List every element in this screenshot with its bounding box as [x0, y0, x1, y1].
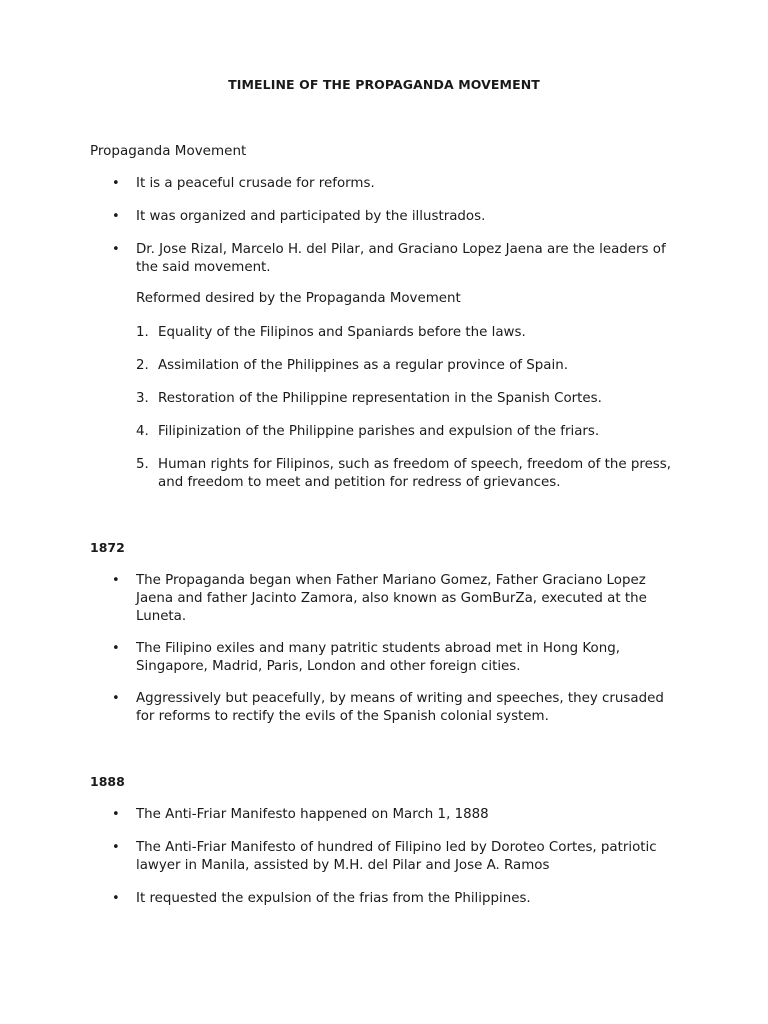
bullet-icon: • [112, 641, 120, 656]
list-item [112, 208, 672, 226]
bullet-icon: • [112, 176, 120, 191]
list-item-text: It was organized and participated by the illustrados. [136, 209, 486, 224]
item-number: 1. [136, 325, 149, 340]
item-text: Filipinization of the Philippine parishes and expulsion of the friars. [158, 424, 600, 439]
bullet-icon: • [112, 242, 120, 257]
item-number: 2. [136, 358, 149, 373]
list-item [112, 690, 672, 726]
bullet-icon: • [112, 209, 120, 224]
list-item [112, 839, 672, 875]
list-item [112, 175, 672, 193]
item-number: 3. [136, 391, 149, 406]
item-number: 5. [136, 457, 149, 472]
list-item-text: It is a peaceful crusade for reforms. [136, 176, 375, 191]
item-text: Human rights for Filipinos, such as freedom of speech, freedom of the press, and freedom to meet and petition for redress of grievances. [158, 457, 672, 490]
bullet-icon: • [112, 691, 120, 706]
list-item-text: The Propaganda began when Father Mariano Gomez, Father Graciano Lopez Jaena and father Jacinto Zamora, also known as GomBurZa, executed at the Luneta. [136, 573, 647, 624]
bullet-icon: • [112, 807, 120, 822]
list-item-text: The Anti-Friar Manifesto happened on March 1, 1888 [136, 807, 489, 822]
list-item-text: It requested the expulsion of the frias from the Philippines. [136, 891, 531, 906]
list-item-text: The Anti-Friar Manifesto of hundred of Filipino led by Doroteo Cortes, patriotic lawyer in Manila, assisted by M.H. del Pilar and Jose A. Ramos [136, 840, 657, 873]
list-item [112, 640, 672, 676]
item-text: Equality of the Filipinos and Spaniards before the laws. [158, 325, 526, 340]
year-heading-1888: 1888 [90, 774, 125, 789]
list-item [112, 241, 672, 277]
numbered-item [136, 390, 676, 408]
page-title: TIMELINE OF THE PROPAGANDA MOVEMENT [228, 77, 540, 92]
numbered-item [136, 423, 676, 441]
year-heading-1872: 1872 [90, 540, 125, 555]
list-item-text: Dr. Jose Rizal, Marcelo H. del Pilar, and Graciano Lopez Jaena are the leaders of the said movement. [136, 242, 666, 275]
numbered-item [136, 357, 676, 375]
section-heading: Propaganda Movement [90, 143, 247, 159]
item-text: Restoration of the Philippine representation in the Spanish Cortes. [158, 391, 602, 406]
numbered-item [136, 324, 676, 342]
list-item [112, 890, 672, 908]
reforms-heading: Reformed desired by the Propaganda Movement [136, 291, 461, 306]
list-item [112, 806, 672, 824]
list-item [112, 572, 672, 626]
bullet-icon: • [112, 891, 120, 906]
bullet-icon: • [112, 840, 120, 855]
bullet-icon: • [112, 573, 120, 588]
numbered-item [136, 456, 676, 492]
item-text: Assimilation of the Philippines as a regular province of Spain. [158, 358, 568, 373]
list-item-text: The Filipino exiles and many patritic students abroad met in Hong Kong, Singapore, Madrid, Paris, London and other foreign cities. [136, 641, 620, 674]
item-number: 4. [136, 424, 149, 439]
list-item-text: Aggressively but peacefully, by means of writing and speeches, they crusaded for reforms to rectify the evils of the Spanish colonial system. [136, 691, 664, 724]
